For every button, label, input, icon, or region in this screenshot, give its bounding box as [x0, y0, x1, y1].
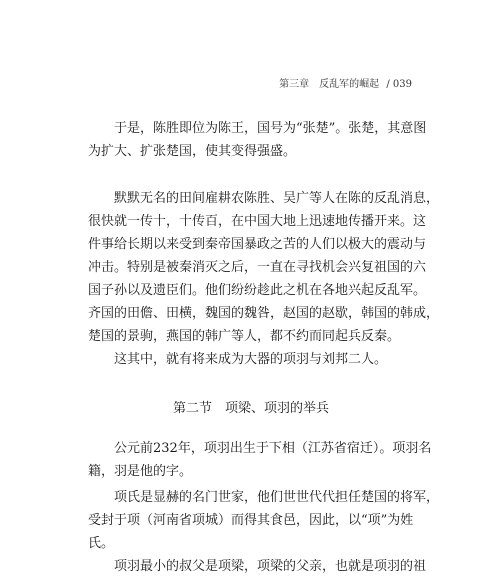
page-number: / 039 — [386, 79, 412, 90]
text-line: 齐国的田儋、田横，魏国的魏咎，赵国的赵歇，韩国的韩成， — [88, 306, 440, 321]
paragraph-uprising-spread — [88, 187, 440, 348]
paragraph-chen-sheng-king — [88, 117, 427, 163]
text-line: 很快就一传十，十传百，在中国大地上迅速地传播开来。这 — [88, 214, 427, 229]
text-line: 楚国的景驹，燕国的韩广等人，都不约而同起兵反秦。 — [88, 329, 401, 344]
chapter-title: 第三章 反乱军的崛起 — [279, 79, 380, 90]
paragraph-xiang-yu-birth — [88, 437, 432, 483]
paragraph-xiang-yu-liu-bang — [88, 348, 414, 371]
text-line: 氏。 — [88, 536, 115, 551]
text-line: 默默无名的田间雇耕农陈胜、吴广等人在陈的反乱消息， — [114, 191, 440, 206]
text-line: 于是，陈胜即位为陈王，国号为“张楚”。张楚，其意图 — [114, 121, 427, 136]
text-line: 冲击。特别是被秦消灭之后，一直在寻找机会兴复祖国的六 — [88, 260, 427, 275]
text-line: 籍，羽是他的字。 — [88, 464, 193, 479]
text-line: 项氏是显赫的名门世家，他们世世代代担任楚国的将军， — [114, 490, 440, 505]
text-line: 件事给长期以来受到秦帝国暴政之苦的人们以极大的震动与 — [88, 237, 427, 252]
paragraph-xiang-clan — [88, 486, 440, 555]
paragraph-xiang-liang — [88, 555, 427, 578]
text-line: 这其中，就有将来成为大器的项羽与刘邦二人。 — [114, 352, 388, 367]
running-header — [279, 75, 412, 90]
section-heading: 第二节 项梁、项羽的举兵 — [172, 401, 329, 416]
text-line: 为扩大、扩张楚国，使其变得强盛。 — [88, 144, 297, 159]
text-line: 公元前232年，项羽出生于下相（江苏省宿迁）。项羽名 — [114, 441, 432, 456]
text-line: 项羽最小的叔父是项梁，项梁的父亲，也就是项羽的祖 — [114, 559, 427, 574]
text-line: 受封于项（河南省项城）而得其食邑，因此，以“项”为姓 — [88, 513, 414, 528]
text-line: 国子孙以及遗臣们。他们纷纷趁此之机在各地兴起反乱军。 — [88, 283, 427, 298]
